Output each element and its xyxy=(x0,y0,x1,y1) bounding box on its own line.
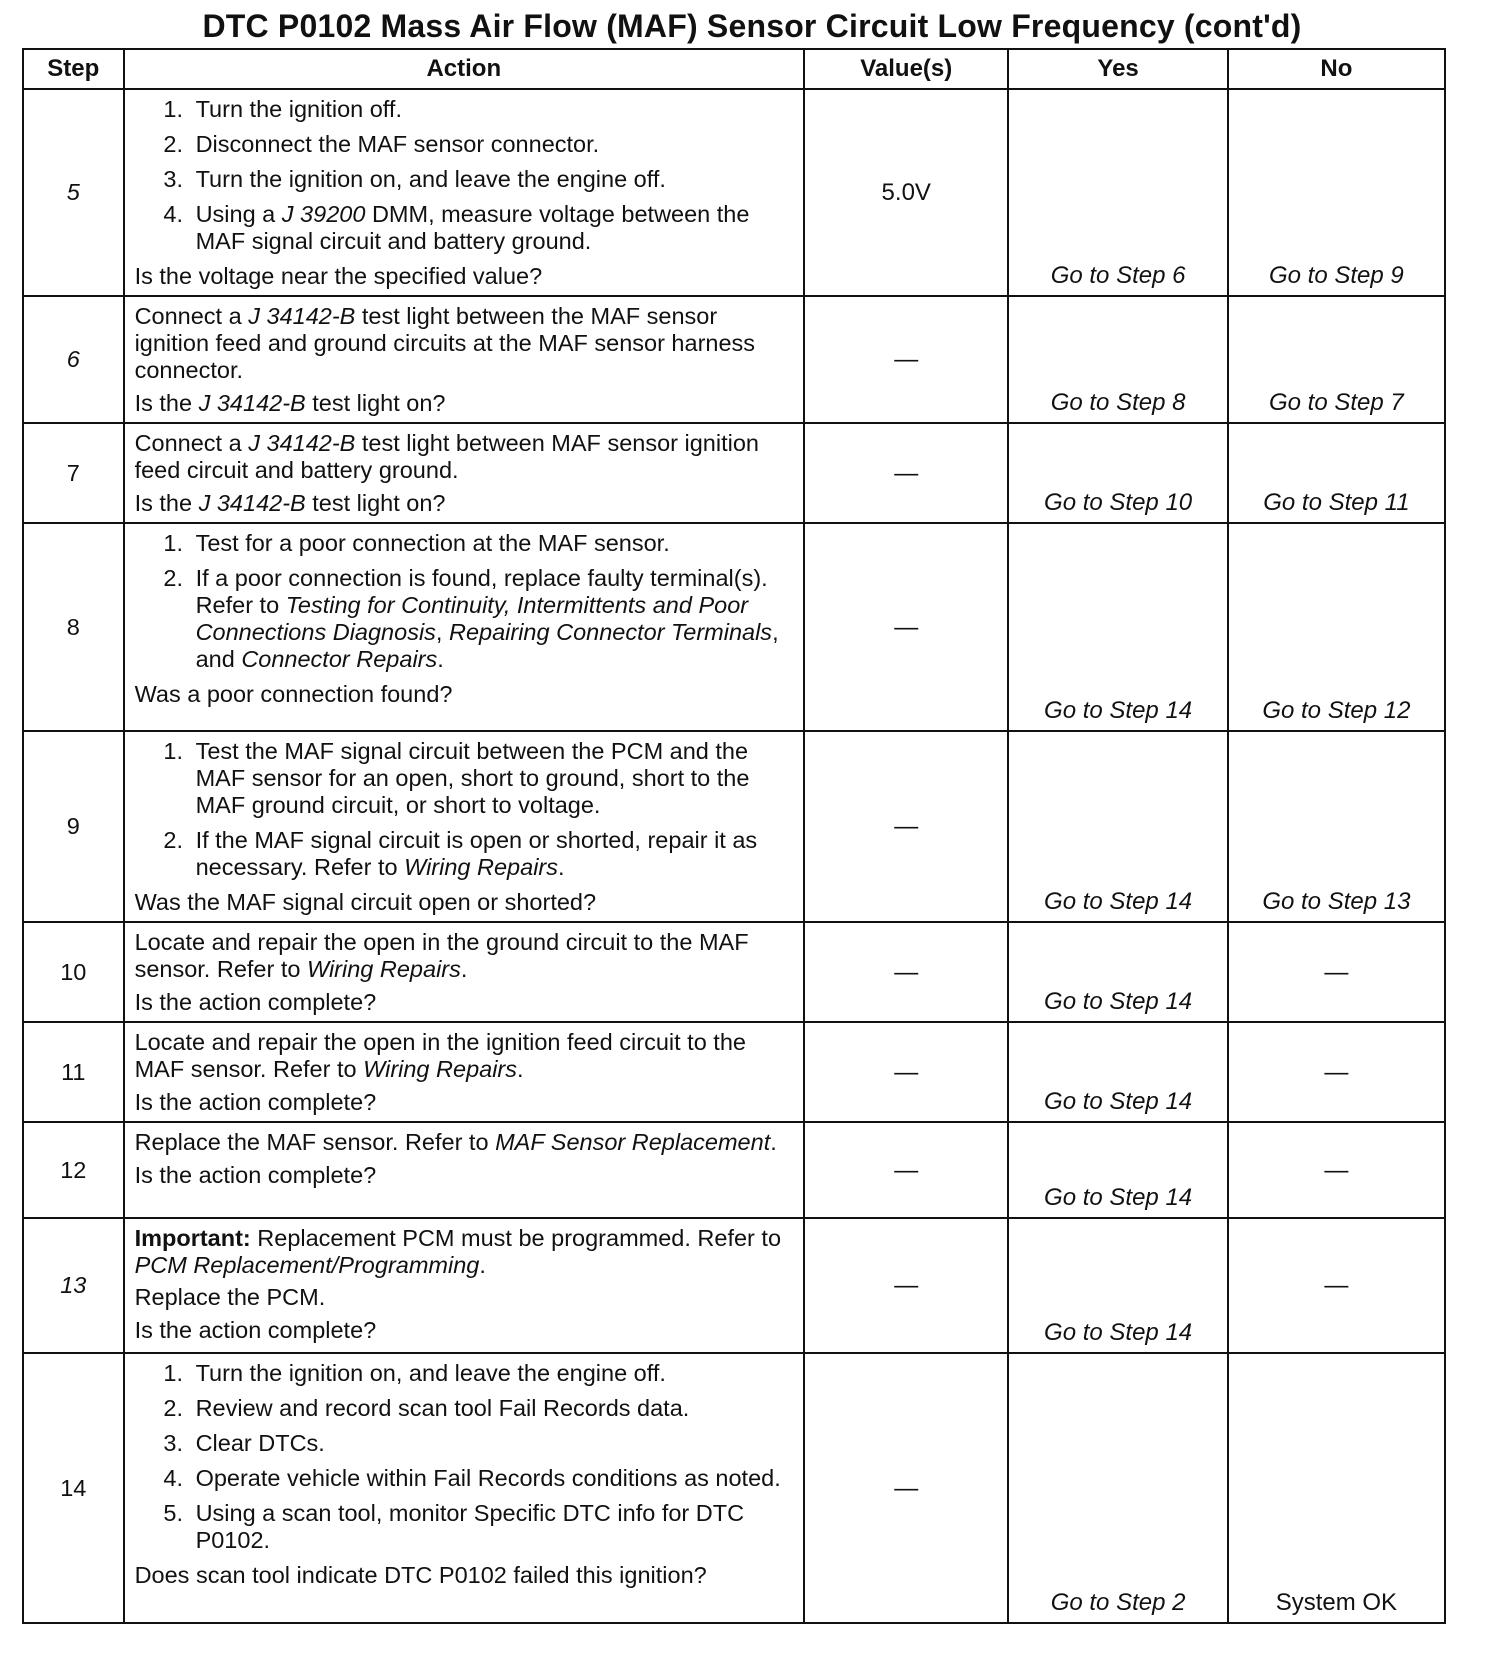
step-number: 9 xyxy=(23,731,124,922)
table-row xyxy=(23,1122,1445,1218)
table-row xyxy=(23,1218,1445,1353)
reference-text: Repairing Connector Terminals xyxy=(448,619,773,645)
table-row xyxy=(23,922,1445,1022)
step-number: 11 xyxy=(23,1022,124,1122)
value-cell: — xyxy=(804,296,1008,423)
yes-cell: Go to Step 14 xyxy=(1008,731,1227,922)
action-steps-list xyxy=(135,738,794,881)
action-cell xyxy=(124,1353,805,1623)
action-cell xyxy=(124,1218,805,1353)
action-cell xyxy=(124,731,805,922)
no-cell: Go to Step 13 xyxy=(1228,731,1445,922)
reference-text: Wiring Repairs xyxy=(404,854,558,880)
action-cell xyxy=(124,922,805,1022)
action-step: 1. Test for a poor connection at the MAF sensor. xyxy=(190,530,794,557)
table-body xyxy=(23,89,1445,1623)
step-number: 13 xyxy=(23,1218,124,1353)
no-column-header: No xyxy=(1228,49,1445,89)
yes-cell: Go to Step 14 xyxy=(1008,1122,1227,1218)
action-step: 2. If the MAF signal circuit is open or shorted, repair it as necessary. Refer to Wiring Repairs. xyxy=(190,827,794,881)
table-row xyxy=(23,423,1445,523)
no-cell: Go to Step 11 xyxy=(1228,423,1445,523)
reference-text: J 34142-B xyxy=(248,303,356,329)
action-cell xyxy=(124,1122,805,1218)
action-step: 1. Test the MAF signal circuit between the PCM and the MAF sensor for an open, short to ground, short to the MAF ground circuit, or short to voltage. xyxy=(190,738,794,819)
value-cell: — xyxy=(804,1022,1008,1122)
action-question: Is the action complete? xyxy=(134,1317,377,1343)
reference-text: Testing for Continuity, Intermittents and Poor Connections Diagnosis xyxy=(195,592,749,645)
action-paragraph: Replace the MAF sensor. Refer to MAF Sensor Replacement. xyxy=(134,1129,777,1155)
value-column-header: Value(s) xyxy=(804,49,1008,89)
reference-text: PCM Replacement/Programming xyxy=(134,1252,480,1278)
value-cell: — xyxy=(804,731,1008,922)
yes-column-header: Yes xyxy=(1008,49,1227,89)
yes-cell: Go to Step 10 xyxy=(1008,423,1227,523)
reference-text: J 34142-B xyxy=(198,390,306,416)
action-column-header: Action xyxy=(124,49,805,89)
yes-cell: Go to Step 14 xyxy=(1008,1218,1227,1353)
action-question: Was a poor connection found? xyxy=(134,681,453,707)
step-number: 7 xyxy=(23,423,124,523)
table-row xyxy=(23,1353,1445,1623)
step-number: 14 xyxy=(23,1353,124,1623)
step-number: 5 xyxy=(23,89,124,296)
action-steps-list xyxy=(135,530,794,673)
value-cell: — xyxy=(804,1353,1008,1623)
action-cell xyxy=(124,1022,805,1122)
table-row xyxy=(23,89,1445,296)
reference-text: Wiring Repairs xyxy=(306,956,461,982)
value-cell: — xyxy=(804,1122,1008,1218)
reference-text: MAF Sensor Replacement xyxy=(495,1129,771,1155)
action-question: Is the J 34142-B test light on? xyxy=(134,490,446,516)
yes-cell: Go to Step 14 xyxy=(1008,523,1227,731)
step-number: 10 xyxy=(23,922,124,1022)
action-question: Is the action complete? xyxy=(134,1162,377,1188)
value-cell: — xyxy=(804,523,1008,731)
no-cell: System OK xyxy=(1228,1353,1445,1623)
no-cell: — xyxy=(1228,1022,1445,1122)
action-paragraph: Connect a J 34142-B test light between the MAF sensor ignition feed and ground circuits at the MAF sensor harness connector. xyxy=(134,303,756,383)
no-cell: — xyxy=(1228,1218,1445,1353)
action-step: 1. Turn the ignition on, and leave the engine off. xyxy=(190,1360,794,1387)
action-paragraph: Locate and repair the open in the ground circuit to the MAF sensor. Refer to Wiring Repairs. xyxy=(134,929,749,982)
action-step: 4. Using a J 39200 DMM, measure voltage between the MAF signal circuit and battery ground. xyxy=(190,201,794,255)
action-steps-list xyxy=(135,96,794,255)
reference-text: Wiring Repairs xyxy=(363,1056,518,1082)
action-step: 5. Using a scan tool, monitor Specific DTC info for DTC P0102. xyxy=(190,1500,794,1554)
action-step: 1. Turn the ignition off. xyxy=(190,96,794,123)
action-question: Is the J 34142-B test light on? xyxy=(134,390,446,416)
action-cell xyxy=(124,423,805,523)
reference-text: Connector Repairs xyxy=(241,646,438,672)
action-question: Is the action complete? xyxy=(134,989,377,1015)
value-cell: — xyxy=(804,922,1008,1022)
action-step: 4. Operate vehicle within Fail Records conditions as noted. xyxy=(190,1465,794,1492)
action-paragraph: Replace the PCM. xyxy=(134,1284,326,1310)
table-row xyxy=(23,523,1445,731)
no-cell: — xyxy=(1228,922,1445,1022)
yes-cell: Go to Step 2 xyxy=(1008,1353,1227,1623)
action-cell xyxy=(124,296,805,423)
table-row xyxy=(23,731,1445,922)
step-number: 8 xyxy=(23,523,124,731)
yes-cell: Go to Step 6 xyxy=(1008,89,1227,296)
value-cell: — xyxy=(804,1218,1008,1353)
action-cell xyxy=(124,523,805,731)
action-cell xyxy=(124,89,805,296)
emphasis-label: Important: xyxy=(134,1225,251,1251)
diagnostic-table xyxy=(22,48,1446,1624)
action-step: 3. Clear DTCs. xyxy=(190,1430,794,1457)
action-steps-list xyxy=(135,1360,794,1554)
action-paragraph: Connect a J 34142-B test light between MAF sensor ignition feed circuit and battery ground. xyxy=(134,430,759,483)
reference-text: J 34142-B xyxy=(198,490,306,516)
value-cell: 5.0V xyxy=(804,89,1008,296)
action-step: 3. Turn the ignition on, and leave the engine off. xyxy=(190,166,794,193)
action-step: 2. If a poor connection is found, replace faulty terminal(s). Refer to Testing for Continuity, Intermittents and Poor Connections Diagnosis, Repairing Connector Terminals, and Connector Repairs. xyxy=(190,565,794,673)
action-question: Is the action complete? xyxy=(134,1089,377,1115)
no-cell: Go to Step 7 xyxy=(1228,296,1445,423)
reference-text: J 34142-B xyxy=(248,430,356,456)
table-row xyxy=(23,296,1445,423)
action-question: Does scan tool indicate DTC P0102 failed this ignition? xyxy=(134,1562,707,1588)
action-question: Is the voltage near the specified value? xyxy=(134,263,543,289)
action-paragraph: Locate and repair the open in the ignition feed circuit to the MAF sensor. Refer to Wiring Repairs. xyxy=(134,1029,746,1082)
action-question: Was the MAF signal circuit open or shorted? xyxy=(134,889,597,915)
value-cell: — xyxy=(804,423,1008,523)
step-number: 12 xyxy=(23,1122,124,1218)
yes-cell: Go to Step 14 xyxy=(1008,1022,1227,1122)
action-step: 2. Review and record scan tool Fail Records data. xyxy=(190,1395,794,1422)
page-title: DTC P0102 Mass Air Flow (MAF) Sensor Circuit Low Frequency (cont'd) xyxy=(202,8,1302,44)
action-step: 2. Disconnect the MAF sensor connector. xyxy=(190,131,794,158)
table-row xyxy=(23,1022,1445,1122)
step-number: 6 xyxy=(23,296,124,423)
action-paragraph: Important: Replacement PCM must be programmed. Refer to PCM Replacement/Programming. xyxy=(134,1225,782,1278)
yes-cell: Go to Step 14 xyxy=(1008,922,1227,1022)
no-cell: Go to Step 9 xyxy=(1228,89,1445,296)
no-cell: Go to Step 12 xyxy=(1228,523,1445,731)
no-cell: — xyxy=(1228,1122,1445,1218)
step-column-header: Step xyxy=(23,49,124,89)
yes-cell: Go to Step 8 xyxy=(1008,296,1227,423)
reference-text: J 39200 xyxy=(281,201,366,227)
table-header-row xyxy=(23,49,1445,89)
